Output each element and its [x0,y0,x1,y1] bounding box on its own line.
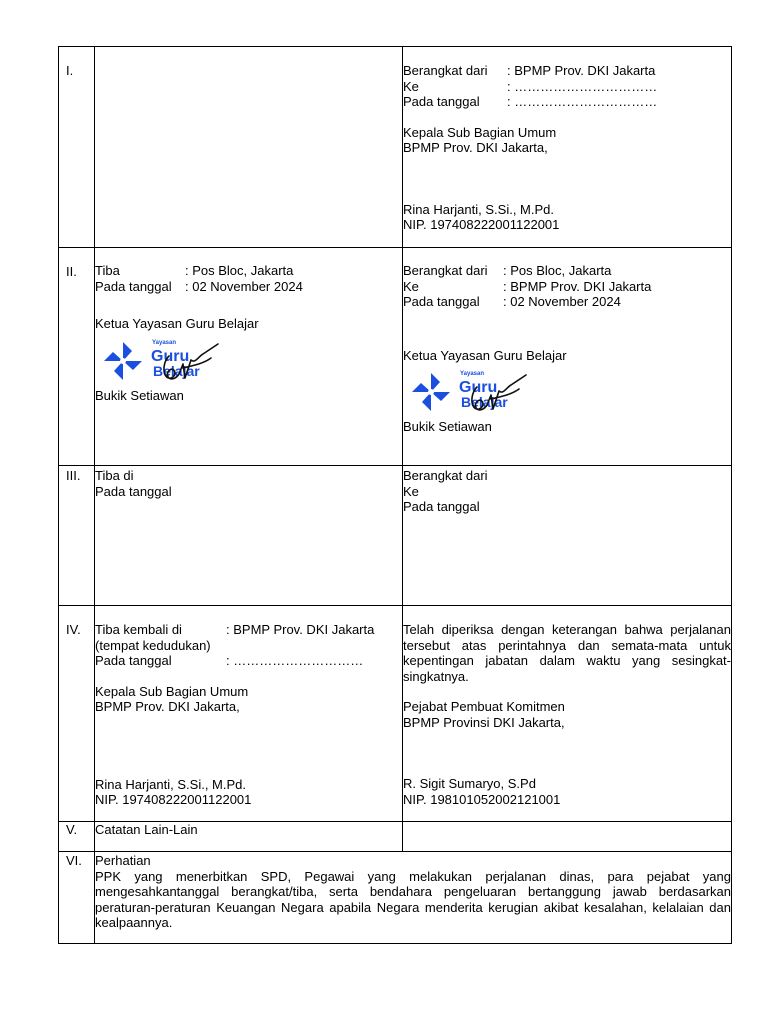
signer-office: BPMP Prov. DKI Jakarta, [95,699,240,714]
value-tanggal: : …………………………… [507,94,658,109]
value-berangkat: : Pos Bloc, Jakarta [503,263,612,278]
label-tempat-kedudukan: (tempat kedudukan) [95,637,211,653]
label-tanggal: Pada tanggal [403,499,480,514]
row-number: I. [59,47,95,248]
pinwheel-blade [412,383,431,392]
logo-wordmark-line1: Guru [151,347,190,365]
yayasan-guru-belajar-logo-signature [407,365,535,415]
row-4-right [403,606,732,822]
label-tiba-kembali: Tiba kembali di [95,622,182,637]
row-5-right [403,822,732,852]
signer-title: Ketua Yayasan Guru Belajar [403,347,567,363]
row-number: IV. [59,606,95,822]
row-number: III. [59,466,95,606]
row-5-left [95,822,403,852]
label-tanggal: Pada tanggal [95,653,172,668]
signer-name: Rina Harjanti, S.Si., M.Pd. [403,201,554,217]
signer-title: Ketua Yayasan Guru Belajar [95,316,259,331]
row-2-right [403,248,732,466]
value-tiba: : Pos Bloc, Jakarta [185,263,294,278]
label-berangkat: Berangkat dari [403,263,488,278]
row-4-left [95,606,403,822]
row-3 [59,466,732,606]
value-tiba-kembali: : BPMP Prov. DKI Jakarta [226,622,375,637]
spd-form-table [58,46,732,944]
row-number: VI. [59,852,95,944]
label-tanggal: Pada tanggal [403,94,480,109]
value-ke: : …………………………… [507,78,658,94]
pinwheel-blade [104,352,123,361]
label-berangkat: Berangkat dari [403,468,488,483]
pinwheel-center [120,358,126,364]
row-2 [59,248,732,466]
row-6 [59,852,732,944]
signer-nip: NIP. 198101052002121001 [403,791,561,807]
yayasan-guru-belajar-logo-signature [99,334,227,384]
label-tiba-di: Tiba di [95,468,134,483]
pinwheel-blade [431,392,450,401]
approval-statement: Telah diperiksa dengan keterangan bahwa perjalanan tersebut atas perintahnya dan semata-mata untuk kepentingan jabatan dalam waktu yang sesingkat-singkatnya. [403,622,731,684]
signer-nip: NIP. 197408222001122001 [403,217,560,232]
logo-wordmark-line1: Guru [459,379,498,396]
value-tanggal: : 02 November 2024 [185,278,303,294]
catatan-label: Catatan Lain-Lain [95,822,198,837]
signer-title: Kepala Sub Bagian Umum [403,124,557,140]
signer-office: BPMP Prov. DKI Jakarta, [403,140,548,155]
label-ke: Ke [403,278,419,294]
pinwheel-blade [422,392,431,411]
logo-wordmark-small: Yayasan [460,371,485,377]
notice-text: PPK yang menerbitkan SPD, Pegawai yang melakukan perjalanan dinas, para pejabat yang mengesahkantanggal berangkat/tiba, serta bendahara pengeluaran bertanggung jawab berdasarkan peraturan-peraturan Keuangan Negara apabila Negara menderita kerugian akibat kesalahan, kelalaian dan kealpaannya. [95,868,731,930]
signer-office: BPMP Provinsi DKI Jakarta, [403,714,565,730]
label-ke: Ke [403,78,419,94]
signer-name: Bukik Setiawan [95,387,184,403]
label-tiba: Tiba [95,263,120,278]
value-ke: : BPMP Prov. DKI Jakarta [503,278,652,294]
label-tanggal: Pada tanggal [95,278,172,294]
logo-wordmark-line2: Belajar [461,394,508,410]
pinwheel-blade [431,373,440,392]
label-ke: Ke [403,483,419,499]
logo-wordmark-small: Yayasan [152,339,177,346]
label-tanggal: Pada tanggal [95,483,172,499]
signer-name: Rina Harjanti, S.Si., M.Pd. [95,776,246,792]
row-5 [59,822,732,852]
row-1 [59,47,732,248]
pinwheel-blade [123,361,142,370]
pinwheel-blade [114,361,123,380]
logo-wordmark-line2: Belajar [153,362,200,379]
value-berangkat: : BPMP Prov. DKI Jakarta [507,63,656,78]
row-1-left [95,47,403,248]
signer-name: Bukik Setiawan [403,419,492,434]
row-number: V. [59,822,95,852]
pinwheel-center [428,389,434,395]
row-3-left [95,466,403,606]
notice-heading: Perhatian [95,853,151,868]
label-tanggal: Pada tanggal [403,294,480,309]
signer-title: Pejabat Pembuat Komitmen [403,699,565,714]
signer-nip: NIP. 197408222001122001 [95,792,252,807]
signer-title: Kepala Sub Bagian Umum [95,683,249,699]
pinwheel-blade [123,342,132,361]
row-4 [59,606,732,822]
row-1-right [403,47,732,248]
value-tanggal: : 02 November 2024 [503,294,621,309]
signer-name: R. Sigit Sumaryo, S.Pd [403,776,536,791]
row-6-notice [95,852,732,944]
row-number: II. [59,248,95,466]
row-2-left [95,248,403,466]
value-tanggal: : ………………………… [226,653,364,668]
row-3-right [403,466,732,606]
label-berangkat: Berangkat dari [403,63,488,78]
